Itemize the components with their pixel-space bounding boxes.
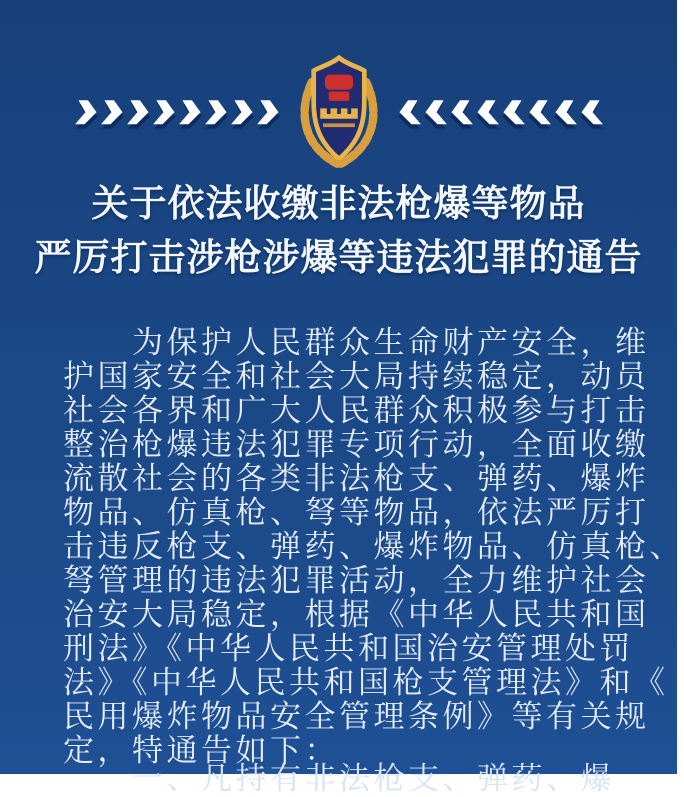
body-line: 社会各界和广大人民群众积极参与打击 bbox=[63, 393, 650, 429]
chevron-right-icon bbox=[123, 99, 151, 129]
badge-emblem-red bbox=[324, 75, 352, 90]
title-line-1: 关于依法收缴非法枪爆等物品 bbox=[91, 181, 586, 225]
chevron-right-icon bbox=[175, 99, 203, 129]
title-line-2: 严厉打击涉枪涉爆等违法犯罪的通告 bbox=[34, 235, 643, 279]
header-emblem-row bbox=[0, 54, 677, 174]
body-line: 法》《中华人民共和国枪支管理法》和《 bbox=[63, 665, 669, 701]
chevron-left-icon bbox=[499, 99, 527, 129]
chevron-right-icon bbox=[97, 99, 125, 129]
chevron-left-icon bbox=[421, 99, 449, 129]
chevron-right-icon bbox=[71, 99, 99, 129]
chevron-right-icon bbox=[253, 99, 281, 129]
body-line: 民用爆炸物品安全管理条例》等有关规 bbox=[63, 699, 650, 735]
chevron-left-icon bbox=[551, 99, 579, 129]
police-badge-svg bbox=[292, 54, 386, 174]
notice-body bbox=[63, 325, 684, 769]
body-line: 定，特通告如下： bbox=[63, 733, 339, 769]
body-line: 击违反枪支、弹药、爆炸物品、仿真枪、 bbox=[63, 529, 684, 565]
chevron-left-icon bbox=[395, 99, 423, 129]
badge-bottom-tip bbox=[333, 160, 344, 166]
body-line: 弩管理的违法犯罪活动，全力维护社会 bbox=[63, 563, 650, 599]
body-line: 刑法》《中华人民共和国治安管理处罚 bbox=[63, 631, 634, 667]
badge-wall-base bbox=[323, 123, 355, 127]
body-line: 为保护人民群众生命财产安全，维 bbox=[63, 325, 650, 361]
badge-wall-band bbox=[320, 114, 358, 119]
badge-emblem-gate bbox=[328, 92, 349, 101]
chevron-left-icon bbox=[447, 99, 475, 129]
chevron-left-icon bbox=[577, 99, 605, 129]
police-badge-icon bbox=[292, 54, 386, 174]
chevron-left-icon bbox=[525, 99, 553, 129]
chevron-right-icon bbox=[149, 99, 177, 129]
body-line: 治安大局稳定，根据《中华人民共和国 bbox=[63, 597, 650, 633]
clipped-next-line: 一、凡持有非法枪支、弹药、爆 bbox=[63, 761, 615, 797]
body-line: 物品、仿真枪、弩等物品，依法严厉打 bbox=[63, 495, 650, 531]
chevron-right-row bbox=[74, 97, 280, 131]
chevron-left-icon bbox=[473, 99, 501, 129]
body-line: 整治枪爆违法犯罪专项行动，全面收缴 bbox=[63, 427, 650, 463]
body-line: 护国家安全和社会大局持续稳定，动员 bbox=[63, 359, 650, 395]
chevron-right-icon bbox=[227, 99, 255, 129]
body-line: 流散社会的各类非法枪支、弹药、爆炸 bbox=[63, 461, 650, 497]
chevron-left-row bbox=[398, 97, 604, 131]
chevron-right-icon bbox=[201, 99, 229, 129]
notice-title bbox=[0, 176, 677, 284]
